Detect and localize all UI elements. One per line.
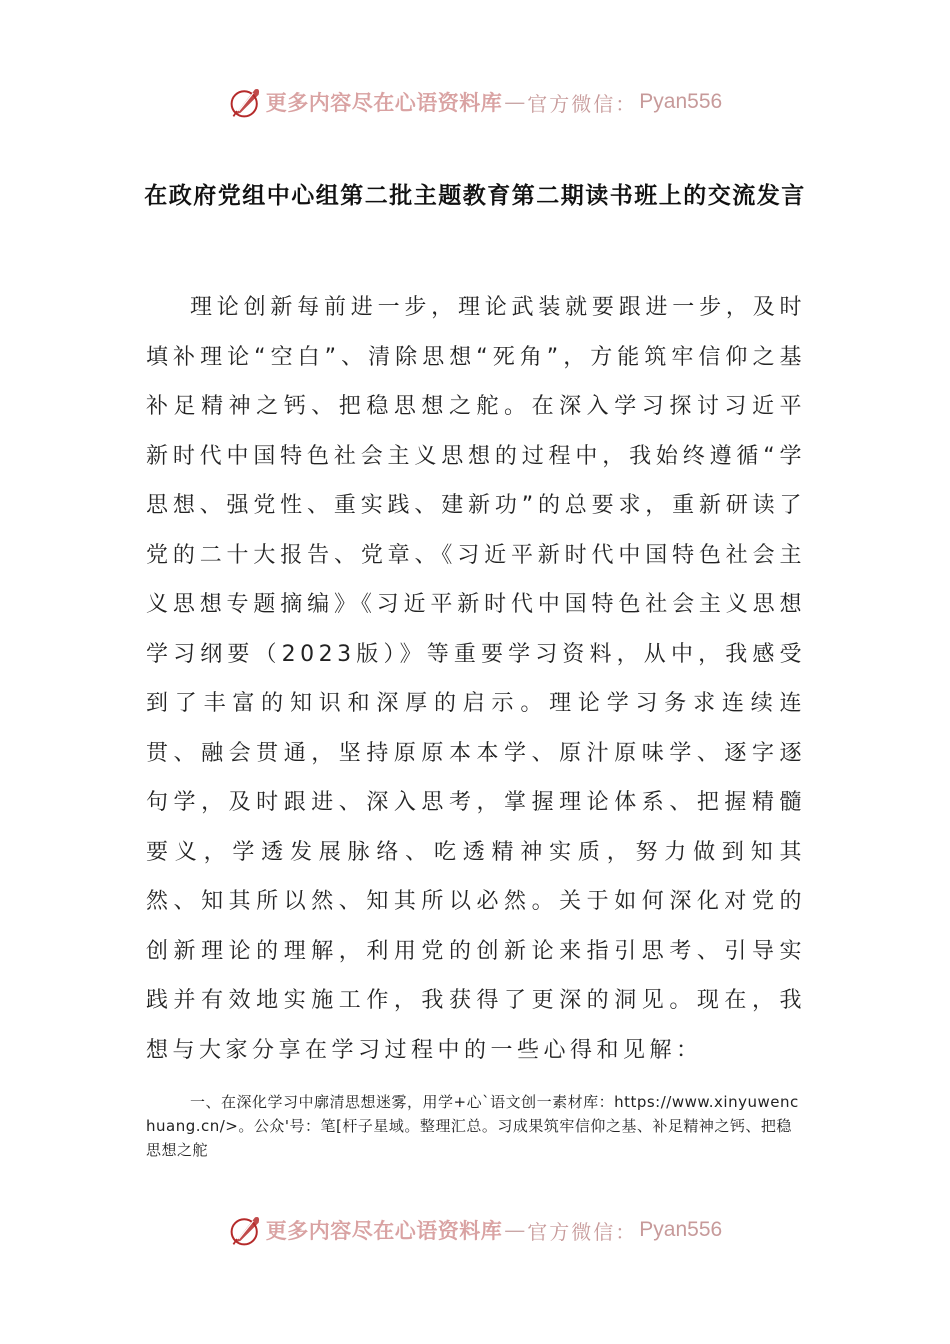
document-title: 在政府党组中心组第二批主题教育第二期读书班上的交流发言 xyxy=(144,183,806,209)
footer-brand-text: 更多内容尽在心语资料库 xyxy=(265,1218,503,1243)
footer-official-label: 官方微信： xyxy=(527,1219,638,1244)
footnote-text: 一、在深化学习中廓清思想迷雾，用学+心`语文创一素材库：https://www.xinyuwenchuang.cn/>。公众'号：笔[杆子星域。整理汇总。习成果筑牢信仰之基、补足精神之钙、把稳思想之舵 xyxy=(146,1093,799,1159)
footer-dash: — xyxy=(504,1218,526,1242)
footer-banner xyxy=(0,1208,950,1252)
quill-pen-logo-icon xyxy=(228,1212,264,1248)
banner-dash: — xyxy=(504,90,526,114)
footer-wechat-id: Pyan556 xyxy=(639,1218,723,1241)
header-banner xyxy=(0,80,950,124)
banner-wechat-id: Pyan556 xyxy=(639,90,723,113)
banner-brand-text: 更多内容尽在心语资料库 xyxy=(265,90,503,115)
banner-official-label: 官方微信： xyxy=(527,91,638,116)
quill-pen-logo-icon xyxy=(228,84,264,120)
body-paragraph: 理论创新每前进一步，理论武装就要跟进一步，及时填补理论“空白”、清除思想“死角”，方能筑牢信仰之基补足精神之钙、把稳思想之舵。在深入学习探讨习近平新时代中国特色社会主义思想的过程中，我始终遵循“学思想、强党性、重实践、建新功”的总要求，重新研读了党的二十大报告、党章、《习近平新时代中国特色社会主义思想专题摘编》《习近平新时代中国特色社会主义思想学习纲要（2023版）》等重要学习资料，从中，我感受到了丰富的知识和深厚的启示。理论学习务求连续连贯、融会贯通，坚持原原本本学、原汁原味学、逐字逐句学，及时跟进、深入思考，掌握理论体系、把握精髓要义，学透发展脉络、吃透精神实质，努力做到知其然、知其所以然、知其所以必然。关于如何深化对党的创新理论的理解，利用党的创新论来指引思考、引导实践并有效地实施工作，我获得了更深的洞见。现在，我想与大家分享在学习过程中的一些心得和见解： xyxy=(146,295,806,1063)
